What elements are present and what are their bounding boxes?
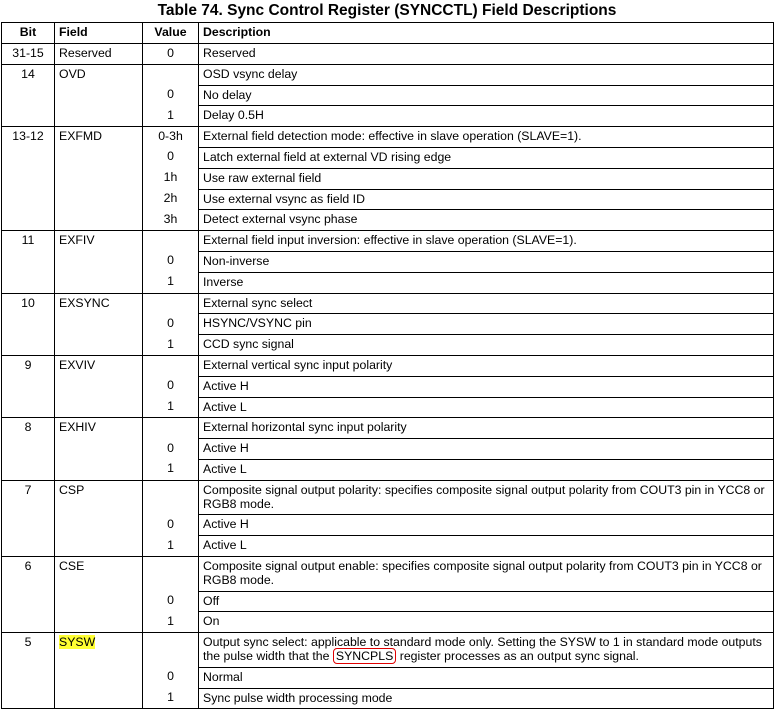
highlighted-field-name: SYSW bbox=[59, 635, 96, 650]
header-bit: Bit bbox=[2, 23, 55, 44]
bit-cell: 10 bbox=[2, 293, 55, 355]
description-cell: Reserved bbox=[199, 44, 774, 65]
bit-cell: 11 bbox=[2, 231, 55, 293]
description-cell: Composite signal output enable: specifies composite signal output polarity from COUT3 pin in YCC8 or RGB8 mode. bbox=[199, 556, 774, 591]
value-cell bbox=[143, 64, 199, 85]
value-cell: 0 bbox=[143, 251, 199, 272]
value-cell: 1 bbox=[143, 106, 199, 127]
description-cell: Active H bbox=[199, 515, 774, 536]
description-cell: Active L bbox=[199, 397, 774, 418]
description-cell: External field input inversion: effective in slave operation (SLAVE=1). bbox=[199, 231, 774, 252]
sysw-desc-before: Output sync select: applicable to standard mode only. Setting the SYSW to 1 in standard mode outputs the pulse width that the bbox=[203, 635, 762, 663]
table-row bbox=[2, 355, 774, 376]
value-cell: 0 bbox=[143, 44, 199, 65]
value-cell bbox=[143, 293, 199, 314]
description-cell: Non-inverse bbox=[199, 251, 774, 272]
header-field: Field bbox=[55, 23, 143, 44]
value-cell bbox=[143, 418, 199, 439]
field-cell: EXVIV bbox=[55, 355, 143, 417]
value-cell: 1 bbox=[143, 536, 199, 557]
value-cell: 1h bbox=[143, 168, 199, 189]
value-cell: 0 bbox=[143, 376, 199, 397]
field-descriptions-table bbox=[1, 22, 774, 709]
value-cell: 1 bbox=[143, 272, 199, 293]
value-cell bbox=[143, 556, 199, 591]
description-cell: Latch external field at external VD rising edge bbox=[199, 147, 774, 168]
value-cell bbox=[143, 355, 199, 376]
value-cell bbox=[143, 480, 199, 515]
table-row bbox=[2, 556, 774, 591]
value-cell: 1 bbox=[143, 459, 199, 480]
table-title: Table 74. Sync Control Register (SYNCCTL) Field Descriptions bbox=[157, 2, 617, 19]
sysw-desc-after: register processes as an output sync signal. bbox=[396, 648, 639, 663]
header-value: Value bbox=[143, 23, 199, 44]
description-cell: External vertical sync input polarity bbox=[199, 355, 774, 376]
description-cell: Delay 0.5H bbox=[199, 106, 774, 127]
description-cell: Use external vsync as field ID bbox=[199, 189, 774, 210]
value-cell: 2h bbox=[143, 189, 199, 210]
description-cell: Active H bbox=[199, 439, 774, 460]
description-cell: CCD sync signal bbox=[199, 335, 774, 356]
field-cell: EXFMD bbox=[55, 127, 143, 231]
field-cell: OVD bbox=[55, 64, 143, 126]
value-cell: 0 bbox=[143, 591, 199, 612]
table-header-row bbox=[2, 23, 774, 44]
bit-cell: 7 bbox=[2, 480, 55, 556]
value-cell bbox=[143, 231, 199, 252]
table-row bbox=[2, 418, 774, 439]
description-cell: Normal bbox=[199, 667, 774, 688]
table-row bbox=[2, 293, 774, 314]
value-cell: 0 bbox=[143, 667, 199, 688]
field-cell: EXSYNC bbox=[55, 293, 143, 355]
table-row bbox=[2, 127, 774, 148]
value-cell: 1 bbox=[143, 335, 199, 356]
bit-cell: 14 bbox=[2, 64, 55, 126]
description-cell: Sync pulse width processing mode bbox=[199, 688, 774, 709]
description-cell: No delay bbox=[199, 85, 774, 106]
value-cell: 0 bbox=[143, 147, 199, 168]
field-cell: EXFIV bbox=[55, 231, 143, 293]
value-cell: 1 bbox=[143, 397, 199, 418]
description-cell: Active L bbox=[199, 459, 774, 480]
description-cell: External horizontal sync input polarity bbox=[199, 418, 774, 439]
bit-cell: 9 bbox=[2, 355, 55, 417]
field-cell: Reserved bbox=[55, 44, 143, 65]
description-cell: On bbox=[199, 612, 774, 633]
field-cell: CSE bbox=[55, 556, 143, 632]
table-row bbox=[2, 64, 774, 85]
value-cell: 3h bbox=[143, 210, 199, 231]
description-cell: Detect external vsync phase bbox=[199, 210, 774, 231]
description-cell: External field detection mode: effective in slave operation (SLAVE=1). bbox=[199, 127, 774, 148]
description-cell bbox=[199, 633, 774, 668]
table-row bbox=[2, 44, 774, 65]
value-cell bbox=[143, 633, 199, 668]
value-cell: 0 bbox=[143, 314, 199, 335]
description-cell: External sync select bbox=[199, 293, 774, 314]
value-cell: 0 bbox=[143, 515, 199, 536]
value-cell: 1 bbox=[143, 612, 199, 633]
table-row bbox=[2, 633, 774, 668]
bit-cell: 31-15 bbox=[2, 44, 55, 65]
value-cell: 1 bbox=[143, 688, 199, 709]
table-row bbox=[2, 231, 774, 252]
field-cell: CSP bbox=[55, 480, 143, 556]
bit-cell: 8 bbox=[2, 418, 55, 480]
description-cell: Active H bbox=[199, 376, 774, 397]
description-cell: Composite signal output polarity: specifies composite signal output polarity from COUT3 pin in YCC8 or RGB8 mode. bbox=[199, 480, 774, 515]
field-cell bbox=[55, 633, 143, 709]
header-description: Description bbox=[199, 23, 774, 44]
description-cell: Off bbox=[199, 591, 774, 612]
field-cell: EXHIV bbox=[55, 418, 143, 480]
value-cell: 0 bbox=[143, 439, 199, 460]
description-cell: Use raw external field bbox=[199, 168, 774, 189]
value-cell: 0 bbox=[143, 85, 199, 106]
description-cell: Inverse bbox=[199, 272, 774, 293]
description-cell: OSD vsync delay bbox=[199, 64, 774, 85]
bit-cell: 5 bbox=[2, 633, 55, 709]
description-cell: HSYNC/VSYNC pin bbox=[199, 314, 774, 335]
table-row bbox=[2, 480, 774, 515]
bit-cell: 13-12 bbox=[2, 127, 55, 231]
bit-cell: 6 bbox=[2, 556, 55, 632]
description-cell: Active L bbox=[199, 536, 774, 557]
value-cell: 0-3h bbox=[143, 127, 199, 148]
syncpls-boxed-reference: SYNCPLS bbox=[333, 648, 396, 664]
